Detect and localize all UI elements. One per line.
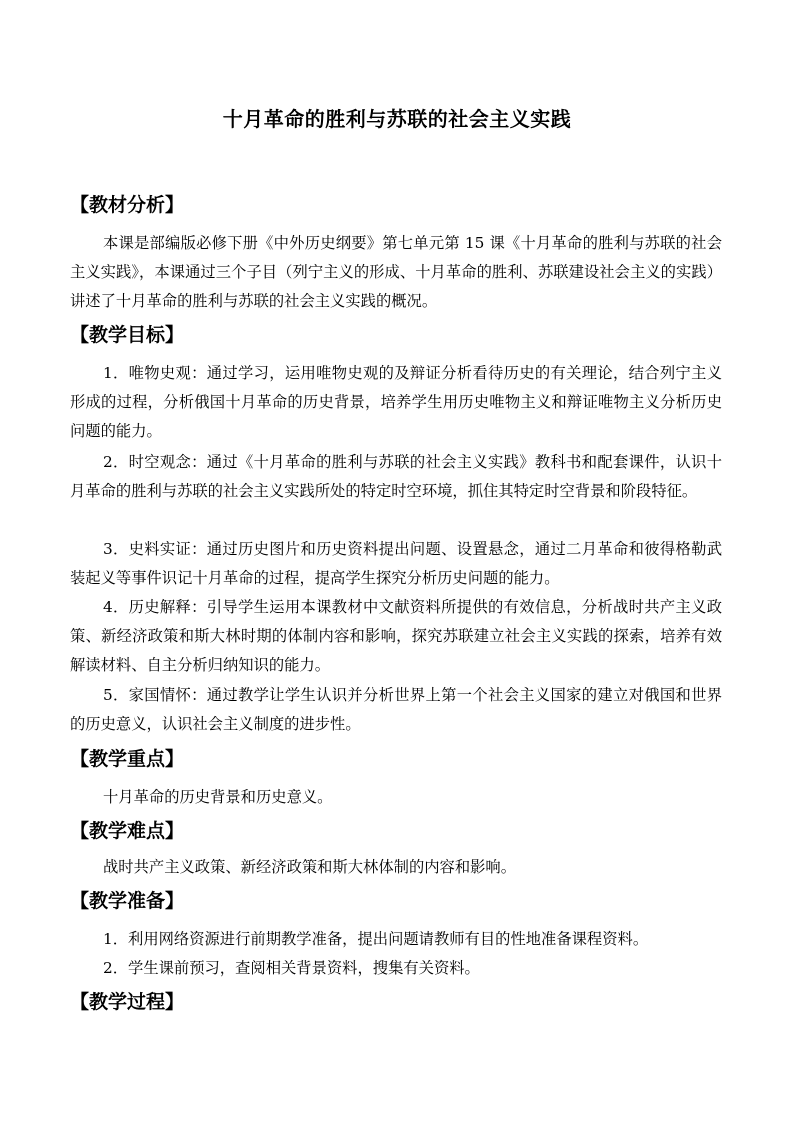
section-heading-key-points: 【教学重点】 [70,748,185,770]
objective-item-interpretation: 4．历史解释：引导学生运用本课教材中文献资料所提供的有效信息，分析战时共产主义政策、新经济政策和斯大林时期的体制内容和影响，探究苏联建立社会主义实践的探索，培养有效解读材料、自主分析归纳知识的能力。 [70,598,722,674]
section-heading-analysis: 【教材分析】 [70,194,185,216]
section-heading-process: 【教学过程】 [70,991,185,1013]
preparation-item-student: 2．学生课前预习，查阅相关背景资料，搜集有关资料。 [103,959,480,977]
objective-item-patriotism: 5．家国情怀：通过教学让学生认识并分析世界上第一个社会主义国家的建立对俄国和世界的历史意义，认识社会主义制度的进步性。 [70,686,722,733]
objective-item-evidence: 3．史料实证：通过历史图片和历史资料提出问题、设置悬念，通过二月革命和彼得格勒武装起义等事件识记十月革命的过程，提高学生探究分析历史问题的能力。 [70,540,722,587]
objective-item-historical-materialism: 1．唯物史观：通过学习，运用唯物史观的及辩证分析看待历史的有关理论，结合列宁主义形成的过程，分析俄国十月革命的历史背景，培养学生用历史唯物主义和辩证唯物主义分析历史问题的能力。 [70,364,722,440]
section-heading-objectives: 【教学目标】 [70,324,185,346]
section-heading-difficulties: 【教学难点】 [70,820,185,842]
analysis-paragraph: 本课是部编版必修下册《中外历史纲要》第七单元第 15 课《十月革命的胜利与苏联的社会主义实践》，本课通过三个子目（列宁主义的形成、十月革命的胜利、苏联建设社会主义的实践）讲述了十月革命的胜利与苏联的社会主义实践的概况。 [70,234,722,310]
preparation-item-teacher: 1．利用网络资源进行前期教学准备，提出问题请教师有目的性地准备课程资料。 [103,930,649,948]
key-points-paragraph: 十月革命的历史背景和历史意义。 [103,788,333,806]
difficulties-paragraph: 战时共产主义政策、新经济政策和斯大林体制的内容和影响。 [103,858,517,876]
objective-item-spatiotemporal: 2．时空观念：通过《十月革命的胜利与苏联的社会主义实践》教科书和配套课件，认识十月革命的胜利与苏联的社会主义实践所处的特定时空环境，抓住其特定时空背景和阶段特征。 [70,453,722,500]
section-heading-preparation: 【教学准备】 [70,890,185,912]
document-title: 十月革命的胜利与苏联的社会主义实践 [222,107,572,131]
